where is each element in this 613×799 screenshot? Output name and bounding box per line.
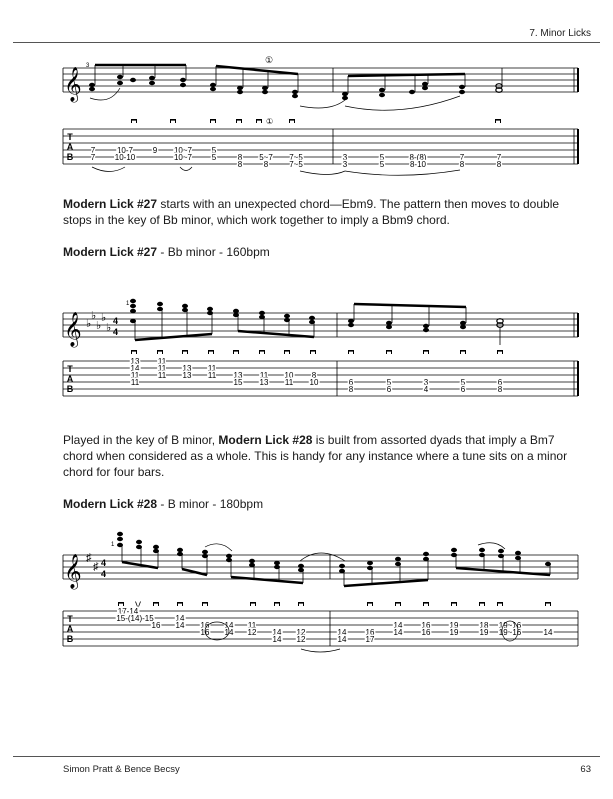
svg-text:17-14: 17-14 xyxy=(117,607,139,616)
svg-text:♭: ♭ xyxy=(101,312,107,324)
svg-text:5: 5 xyxy=(211,146,217,155)
lick28-description: Played in the key of B minor, Modern Lick #28 is built from assorted dyads that imply a Bm7 chord when considered as a whole. This is handy for any instance where a tune sits on a minor chord for four bars. xyxy=(63,433,568,479)
svg-text:T: T xyxy=(67,364,73,374)
pick-stroke-marks xyxy=(131,119,501,123)
svg-text:12: 12 xyxy=(296,635,306,644)
notation-staff-and-tab xyxy=(0,50,613,185)
treble-clef-icon: 𝄞 xyxy=(64,313,82,346)
svg-text:4: 4 xyxy=(113,316,119,326)
svg-text:8: 8 xyxy=(237,160,243,169)
svg-text:19~16: 19~16 xyxy=(498,628,522,637)
svg-text:10: 10 xyxy=(284,371,294,380)
svg-text:6: 6 xyxy=(386,385,392,394)
svg-text:6: 6 xyxy=(348,378,354,387)
svg-text:11: 11 xyxy=(157,364,167,373)
svg-text:♭: ♭ xyxy=(86,318,92,330)
header-divider xyxy=(13,42,600,43)
svg-text:10~7: 10~7 xyxy=(173,146,193,155)
svg-text:12: 12 xyxy=(296,628,306,637)
svg-text:5: 5 xyxy=(379,160,385,169)
svg-text:14: 14 xyxy=(224,621,234,630)
svg-text:3: 3 xyxy=(342,160,348,169)
svg-text:1: 1 xyxy=(111,542,115,548)
chapter-title: 7. Minor Licks xyxy=(529,28,591,39)
svg-text:5: 5 xyxy=(386,378,392,387)
svg-text:B: B xyxy=(66,384,74,394)
svg-text:13: 13 xyxy=(233,371,243,380)
string-marker: ① xyxy=(265,55,274,65)
svg-text:19~16: 19~16 xyxy=(498,621,522,630)
svg-text:14: 14 xyxy=(543,628,553,637)
svg-text:B: B xyxy=(66,634,74,644)
tab-clef xyxy=(67,132,74,162)
svg-text:14: 14 xyxy=(272,628,282,637)
time-signature xyxy=(101,558,106,579)
svg-text:11: 11 xyxy=(157,371,167,380)
svg-text:5: 5 xyxy=(211,153,217,162)
svg-text:16: 16 xyxy=(151,621,161,630)
svg-text:♯: ♯ xyxy=(86,552,92,564)
svg-text:16: 16 xyxy=(421,628,431,637)
svg-text:7: 7 xyxy=(90,146,96,155)
svg-text:10~7: 10~7 xyxy=(173,153,193,162)
svg-text:11: 11 xyxy=(284,378,294,387)
svg-text:6: 6 xyxy=(497,378,503,387)
svg-text:10: 10 xyxy=(309,378,319,387)
svg-text:♭: ♭ xyxy=(106,322,112,334)
svg-text:13: 13 xyxy=(130,357,140,366)
svg-text:11: 11 xyxy=(130,371,140,380)
svg-text:①: ① xyxy=(266,117,274,126)
key-signature-flats xyxy=(86,310,111,334)
svg-text:5: 5 xyxy=(379,153,385,162)
svg-text:16: 16 xyxy=(421,621,431,630)
svg-text:5: 5 xyxy=(460,378,466,387)
svg-text:14: 14 xyxy=(337,635,347,644)
svg-text:8: 8 xyxy=(497,385,503,394)
svg-text:19: 19 xyxy=(479,628,489,637)
tab-fret-numbers xyxy=(116,607,553,644)
svg-text:8: 8 xyxy=(348,385,354,394)
svg-text:T: T xyxy=(67,132,73,142)
footer-authors: Simon Pratt & Bence Becsy xyxy=(63,764,180,775)
svg-text:10-10: 10-10 xyxy=(114,153,136,162)
svg-text:15-(14)-15: 15-(14)-15 xyxy=(116,614,154,623)
svg-text:16: 16 xyxy=(365,628,375,637)
svg-text:8: 8 xyxy=(496,160,502,169)
score-lick28 xyxy=(0,525,613,655)
svg-text:12: 12 xyxy=(247,628,257,637)
svg-text:14: 14 xyxy=(224,628,234,637)
tab-fret-numbers xyxy=(91,146,502,169)
svg-text:11: 11 xyxy=(247,621,257,630)
svg-text:11: 11 xyxy=(157,357,167,366)
lick28-title: Modern Lick #28 - B minor - 180bpm xyxy=(63,497,264,511)
svg-text:14: 14 xyxy=(175,614,185,623)
svg-text:8-10: 8-10 xyxy=(409,160,427,169)
lick27-description: Modern Lick #27 starts with an unexpected chord—Ebm9. The pattern then moves to double stops in the key of Bb minor, which work together to imply a Bbm9 chord. xyxy=(63,197,560,227)
svg-text:4: 4 xyxy=(113,327,119,337)
svg-text:19: 19 xyxy=(449,621,459,630)
svg-text:13: 13 xyxy=(259,378,269,387)
svg-text:13: 13 xyxy=(182,371,192,380)
treble-clef-icon: 𝄞 xyxy=(64,555,82,588)
svg-text:11: 11 xyxy=(207,371,217,380)
svg-text:A: A xyxy=(66,624,74,634)
svg-text:B: B xyxy=(66,152,74,162)
svg-text:4: 4 xyxy=(101,569,107,579)
svg-text:9: 9 xyxy=(152,146,158,155)
svg-text:19: 19 xyxy=(449,628,459,637)
svg-text:14: 14 xyxy=(175,621,185,630)
notation-staff-and-tab xyxy=(0,290,613,400)
svg-text:11: 11 xyxy=(207,364,217,373)
svg-text:10-7: 10-7 xyxy=(116,146,134,155)
svg-text:7: 7 xyxy=(496,153,502,162)
svg-text:4: 4 xyxy=(423,385,429,394)
svg-text:T: T xyxy=(67,614,73,624)
tab-fret-numbers xyxy=(131,357,503,394)
svg-text:A: A xyxy=(66,142,74,152)
svg-text:8-(8): 8-(8) xyxy=(409,153,427,162)
footer-divider xyxy=(13,756,600,757)
svg-text:16: 16 xyxy=(200,628,210,637)
score-lick27 xyxy=(0,290,613,400)
svg-text:18: 18 xyxy=(479,621,489,630)
measure-number: 3 xyxy=(86,63,90,69)
svg-text:6: 6 xyxy=(460,385,466,394)
treble-clef-icon: 𝄞 xyxy=(64,68,82,101)
svg-text:11: 11 xyxy=(130,378,140,387)
svg-text:14: 14 xyxy=(393,621,403,630)
svg-text:8: 8 xyxy=(237,153,243,162)
svg-text:15: 15 xyxy=(233,378,243,387)
svg-text:1: 1 xyxy=(126,301,130,307)
svg-text:7: 7 xyxy=(459,153,465,162)
svg-text:3: 3 xyxy=(423,378,429,387)
svg-text:11: 11 xyxy=(259,371,269,380)
svg-text:♯: ♯ xyxy=(93,561,99,573)
svg-text:A: A xyxy=(66,374,74,384)
svg-text:8: 8 xyxy=(311,371,317,380)
svg-text:14: 14 xyxy=(130,364,140,373)
svg-text:♭: ♭ xyxy=(96,320,102,332)
time-signature xyxy=(113,316,118,337)
svg-text:4: 4 xyxy=(101,558,107,568)
svg-text:7~5: 7~5 xyxy=(289,153,303,162)
svg-text:3: 3 xyxy=(342,153,348,162)
svg-text:♭: ♭ xyxy=(91,310,97,322)
lick27-title: Modern Lick #27 - Bb minor - 160bpm xyxy=(63,245,270,259)
pick-stroke-marks xyxy=(118,600,551,610)
svg-text:V: V xyxy=(135,600,142,610)
svg-text:13: 13 xyxy=(182,364,192,373)
svg-text:7: 7 xyxy=(90,153,96,162)
svg-text:7~5: 7~5 xyxy=(289,160,303,169)
svg-text:14: 14 xyxy=(337,628,347,637)
svg-text:14: 14 xyxy=(272,635,282,644)
pick-stroke-marks xyxy=(131,350,503,354)
svg-text:16: 16 xyxy=(200,621,210,630)
notation-staff-and-tab xyxy=(0,525,613,655)
svg-text:17: 17 xyxy=(365,635,375,644)
score-lick26-continuation xyxy=(0,50,613,185)
svg-text:8: 8 xyxy=(263,160,269,169)
svg-text:14: 14 xyxy=(393,628,403,637)
svg-text:8: 8 xyxy=(459,160,465,169)
svg-text:5~7: 5~7 xyxy=(259,153,273,162)
page-number: 63 xyxy=(580,764,591,775)
